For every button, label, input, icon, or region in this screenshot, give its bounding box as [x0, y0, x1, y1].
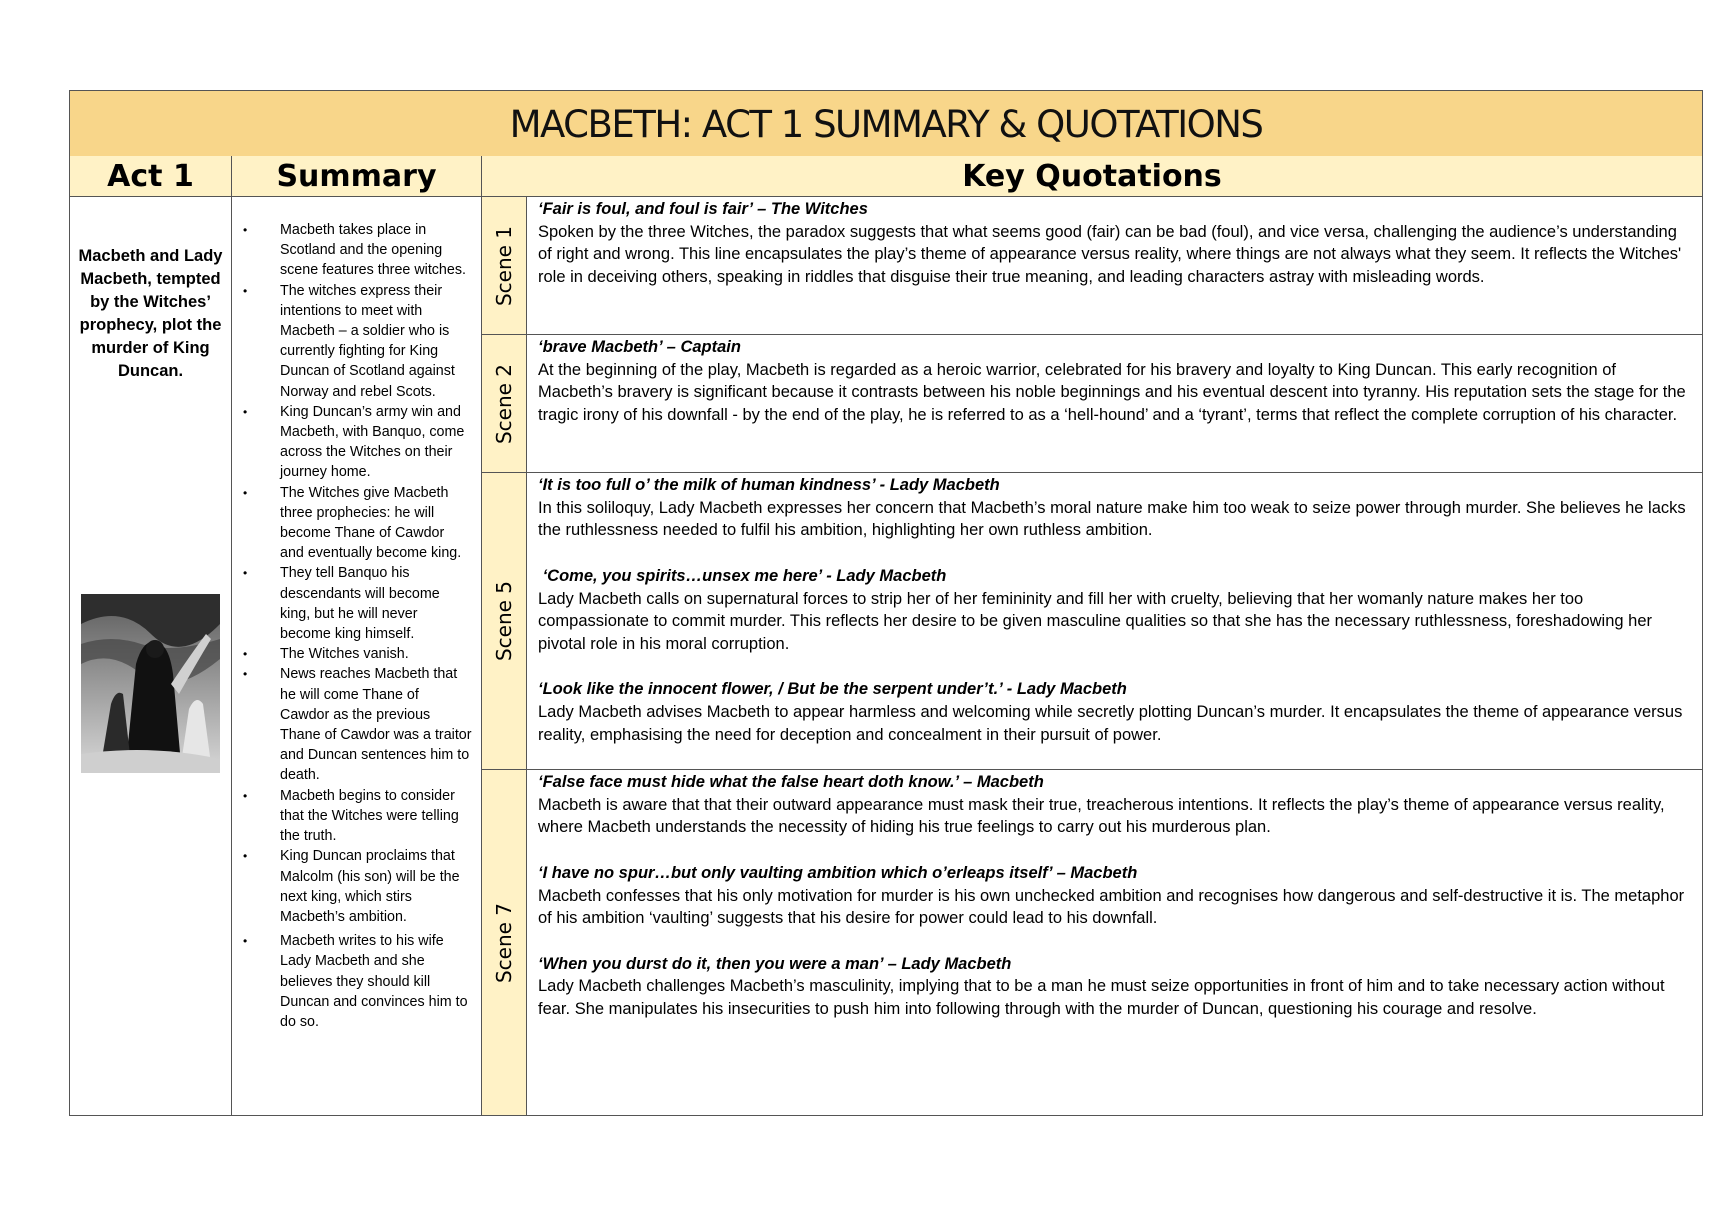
summary-item: • Macbeth writes to his wife Lady Macbeth and she believes they should kill Duncan and convinces him to do so. — [232, 931, 472, 1032]
analysis: Macbeth is aware that that their outward appearance must mask their true, treacherous intentions. It reflects the play’s theme of appearance versus reality, where Macbeth understands the necessity of hiding his true feelings to carry out his murderous plan. — [538, 795, 1665, 837]
header-act: Act 1 — [69, 156, 232, 197]
summary-item: • The witches express their intentions to meet with Macbeth – a soldier who is currently fighting for King Duncan of Scotland against Norway and rebel Scots. — [232, 281, 472, 402]
act-column — [69, 197, 232, 1116]
analysis: At the beginning of the play, Macbeth is regarded as a heroic warrior, celebrated for his bravery and loyalty to King Duncan. This early recognition of Macbeth’s bravery is significant because it contrasts between his noble beginnings and his eventual descent into tyranny. His reputation sets the stage for the tragic irony of his downfall - by the end of the play, he is referred to as a ‘hell-hound’ and a ‘tyrant’, terms that reflect the complete corruption of his character. — [538, 360, 1686, 425]
summary-sheet — [69, 90, 1703, 1116]
summary-item: • The Witches vanish. — [232, 644, 472, 664]
analysis: Lady Macbeth advises Macbeth to appear harmless and welcoming while secretly plotting Duncan’s murder. It encapsulates the theme of appearance versus reality, emphasising the need for deception and concealment in their pursuit of power. — [538, 703, 1683, 744]
summary-item: • King Duncan’s army win and Macbeth, with Banquo, come across the Witches on their journey home. — [232, 402, 472, 483]
act-description: Macbeth and Lady Macbeth, tempted by the Witches’ prophecy, plot the murder of King Duncan. — [78, 247, 223, 380]
scene-5-row — [481, 473, 1703, 770]
header-key-quotations: Key Quotations — [481, 156, 1703, 197]
scene-5-content — [538, 474, 1692, 746]
quotation: ‘False face must hide what the false heart doth know.’ – Macbeth — [538, 773, 1044, 791]
scene-label: Scene 1 — [482, 197, 527, 334]
quotation: ‘It is too full o’ the milk of human kindness’ - Lady Macbeth — [538, 476, 1000, 494]
analysis: Lady Macbeth calls on supernatural forces to strip her of her femininity and fill her with cruelty, believing that her womanly nature makes her too compassionate to commit murder. This reflects her desire to be given masculine qualities so that she has the necessary ruthlessness, foreshadowing her pivotal role in his moral corruption. — [538, 589, 1653, 653]
quotation: ‘Fair is foul, and foul is fair’ – The Witches — [538, 200, 868, 218]
analysis: Spoken by the three Witches, the paradox suggests that what seems good (fair) can be bad (foul), and vice versa, challenging the audience’s understanding of right and wrong. This line encapsulates the play’s theme of appearance versus reality, where things are not always what they seem. It reflects the Witches' role in deceiving others, speaking in riddles that disguise their true meaning, and leading characters astray with misleading words. — [538, 222, 1682, 287]
title-banner — [69, 90, 1703, 158]
scene-1-row — [481, 197, 1703, 335]
quotation: ‘brave Macbeth’ – Captain — [538, 338, 741, 356]
scene-label: Scene 7 — [482, 770, 527, 1115]
analysis: Lady Macbeth challenges Macbeth’s masculinity, implying that to be a man he must seize opportunities in front of him and to take necessary action without fear. She manipulates his insecurities to push him into following through with the murder of Duncan, questioning his courage and resolve. — [538, 977, 1665, 1018]
scene-7-row — [481, 770, 1703, 1116]
analysis: In this soliloquy, Lady Macbeth expresses her concern that Macbeth’s moral nature make him too weak to seize power through murder. She believes he lacks the ruthlessness needed to fulfil his ambition, highlighting her own ruthless ambition. — [538, 498, 1686, 540]
header-summary: Summary — [231, 156, 482, 197]
scene-7-content — [538, 771, 1692, 1021]
scene-1-content — [538, 198, 1692, 289]
summary-list — [232, 220, 472, 1032]
summary-item: • News reaches Macbeth that he will come Thane of Cawdor as the previous Thane of Cawdor was a traitor and Duncan sentences him to death. — [232, 664, 472, 785]
scene-2-row — [481, 335, 1703, 473]
quotation: ‘When you durst do it, then you were a man’ – Lady Macbeth — [538, 954, 1012, 973]
quotation: ‘I have no spur…but only vaulting ambition which o’erleaps itself’ – Macbeth — [538, 863, 1138, 882]
summary-item: • The Witches give Macbeth three prophecies: he will become Thane of Cawdor and eventually become king. — [232, 483, 472, 564]
summary-item: • Macbeth begins to consider that the Witches were telling the truth. — [232, 786, 472, 847]
summary-item: • They tell Banquo his descendants will become king, but he will never become king himself. — [232, 563, 472, 644]
witches-illustration-icon — [81, 594, 220, 773]
summary-item: • King Duncan proclaims that Malcolm (his son) will be the next king, which stirs Macbeth’s ambition. — [232, 846, 472, 927]
summary-column — [231, 197, 482, 1116]
scene-label: Scene 5 — [482, 473, 527, 769]
scene-2-content — [538, 336, 1692, 427]
quotation: ‘Come, you spirits…unsex me here’ - Lady Macbeth — [538, 566, 947, 585]
analysis: Macbeth confesses that his only motivation for murder is his own unchecked ambition and recognises how dangerous and self-destructive it is. The metaphor of his ambition ‘vaulting’ suggests that his desire for power could lead to his downfall. — [538, 886, 1685, 928]
scene-label: Scene 2 — [482, 335, 527, 472]
summary-item: • Macbeth takes place in Scotland and the opening scene features three witches. — [232, 220, 472, 281]
quotation: ‘Look like the innocent flower, / But be the serpent under’t.’ - Lady Macbeth — [538, 680, 1127, 699]
page-title: MACBETH: ACT 1 SUMMARY & QUOTATIONS — [509, 102, 1263, 146]
